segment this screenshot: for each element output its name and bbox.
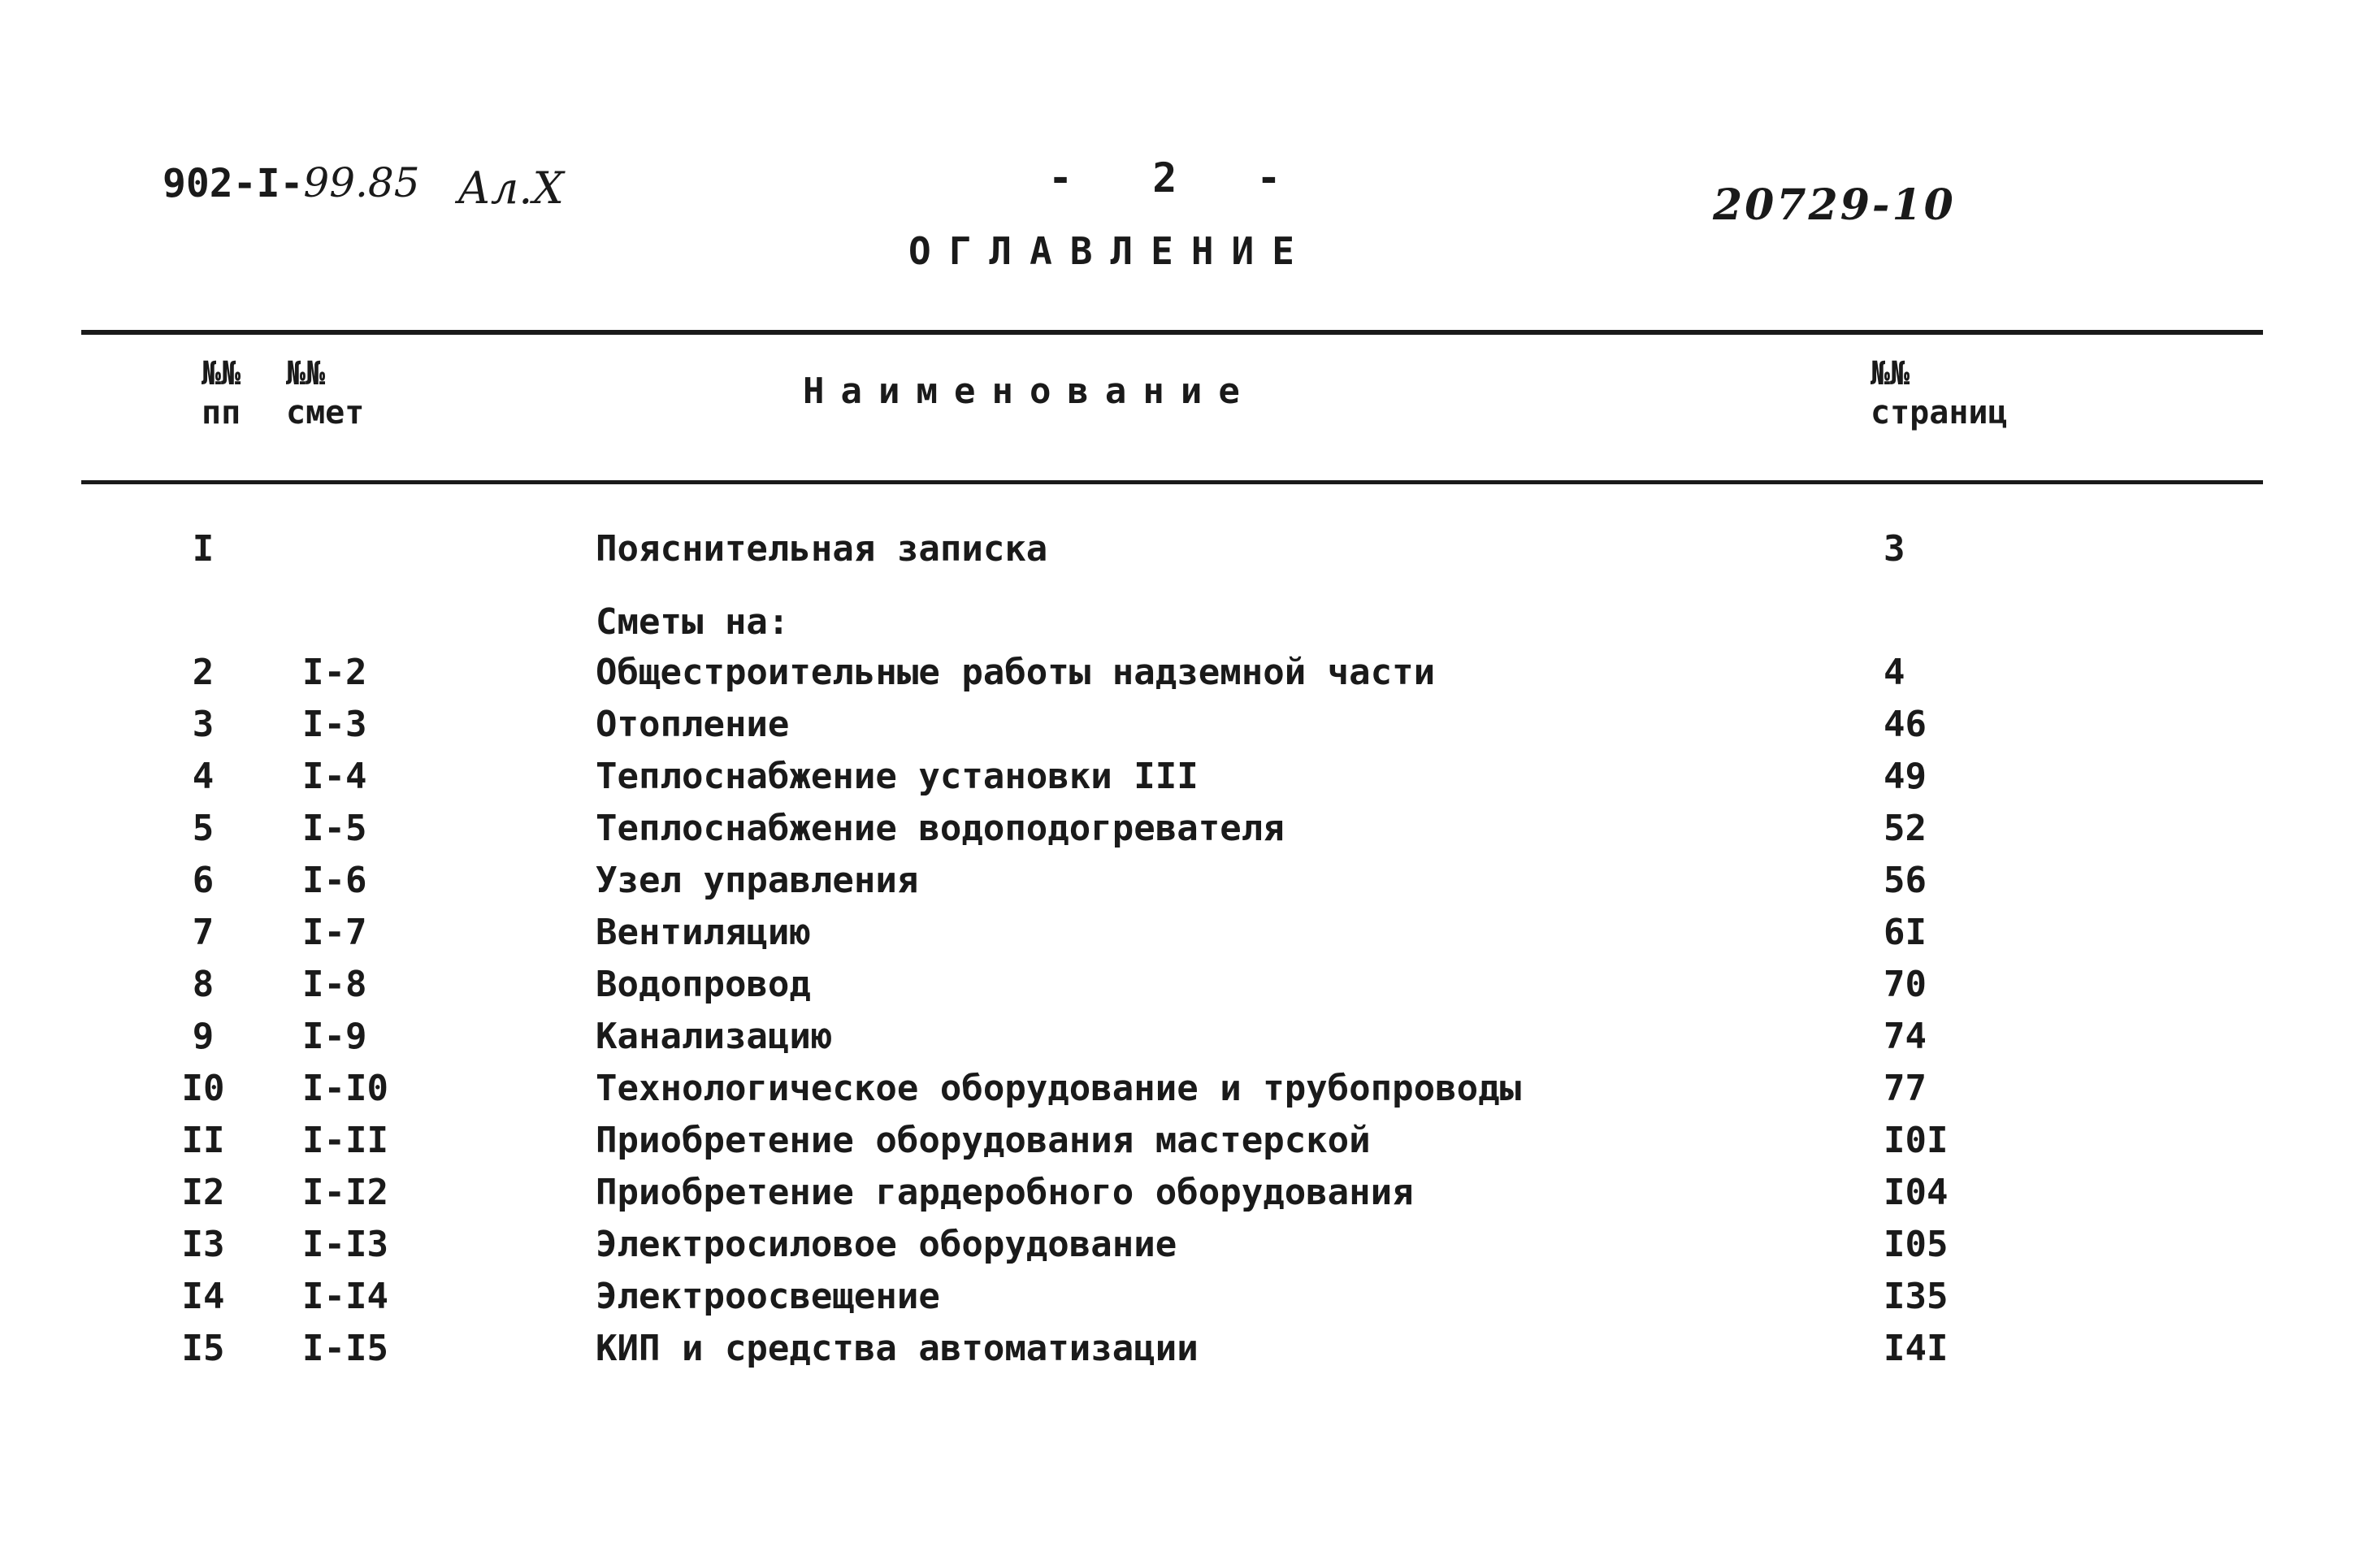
row-name: Общестроительные работы надземной части bbox=[596, 652, 1436, 693]
row-page: I35 bbox=[1884, 1276, 1949, 1317]
table-row bbox=[0, 1328, 2380, 1373]
row-name: Теплоснабжение установки III bbox=[596, 756, 1199, 797]
row-pp: 8 bbox=[192, 964, 215, 1005]
page-number: - 2 - bbox=[1048, 154, 1309, 202]
table-row bbox=[0, 1016, 2380, 1061]
column-header-smet bbox=[286, 354, 364, 432]
row-page: I04 bbox=[1884, 1172, 1949, 1213]
row-pp: I4 bbox=[181, 1276, 225, 1317]
row-page: 70 bbox=[1884, 964, 1927, 1005]
row-pp: I3 bbox=[181, 1224, 225, 1265]
row-page: I4I bbox=[1884, 1328, 1949, 1369]
row-smet: I-I2 bbox=[302, 1172, 388, 1213]
table-row bbox=[0, 601, 2380, 647]
document-code-handwritten: 99.85 bbox=[303, 159, 420, 206]
document-title: ОГЛАВЛЕНИЕ bbox=[908, 229, 1312, 273]
row-pp: II bbox=[181, 1120, 225, 1161]
row-smet: I-7 bbox=[302, 912, 367, 953]
column-header-name: Наименование bbox=[803, 371, 1256, 412]
row-pp: 7 bbox=[192, 912, 215, 953]
table-row bbox=[0, 808, 2380, 853]
row-smet: I-3 bbox=[302, 704, 367, 745]
row-smet: I-II bbox=[302, 1120, 388, 1161]
column-header-pp-line2: пп bbox=[202, 394, 241, 431]
table-row bbox=[0, 1068, 2380, 1113]
row-name: Электросиловое оборудование bbox=[596, 1224, 1177, 1265]
row-pp: I0 bbox=[181, 1068, 225, 1109]
row-page: 52 bbox=[1884, 808, 1927, 849]
table-row bbox=[0, 1276, 2380, 1321]
table-header-rule bbox=[81, 480, 2263, 484]
row-name: Приобретение гардеробного оборудования bbox=[596, 1172, 1414, 1213]
row-smet: I-4 bbox=[302, 756, 367, 797]
table-row bbox=[0, 860, 2380, 905]
row-pp: 9 bbox=[192, 1016, 215, 1057]
row-page: 4 bbox=[1884, 652, 1905, 693]
row-page: 77 bbox=[1884, 1068, 1927, 1109]
column-header-smet-line2: смет bbox=[286, 394, 365, 431]
table-row bbox=[0, 1224, 2380, 1269]
table-row bbox=[0, 912, 2380, 957]
row-smet: I-I4 bbox=[302, 1276, 388, 1317]
column-header-pages bbox=[1871, 354, 2008, 432]
row-pp: I5 bbox=[181, 1328, 225, 1369]
row-pp: I2 bbox=[181, 1172, 225, 1213]
row-name: Приобретение оборудования мастерской bbox=[596, 1120, 1371, 1161]
row-page: I0I bbox=[1884, 1120, 1949, 1161]
column-header-pages-line1: №№ bbox=[1871, 355, 1910, 392]
row-name: Водопровод bbox=[596, 964, 811, 1005]
row-smet: I-I5 bbox=[302, 1328, 388, 1369]
row-smet: I-8 bbox=[302, 964, 367, 1005]
row-name: Вентиляцию bbox=[596, 912, 811, 953]
column-header-pages-line2: страниц bbox=[1871, 394, 2008, 431]
row-smet: I-I0 bbox=[302, 1068, 388, 1109]
row-smet: I-6 bbox=[302, 860, 367, 901]
row-pp: 5 bbox=[192, 808, 215, 849]
column-header-smet-line1: №№ bbox=[286, 355, 326, 392]
table-top-rule bbox=[81, 330, 2263, 335]
row-name: Теплоснабжение водоподогревателя bbox=[596, 808, 1285, 849]
row-name: Пояснительная записка bbox=[596, 528, 1048, 570]
row-pp: 2 bbox=[192, 652, 215, 693]
row-name: КИП и средства автоматизации bbox=[596, 1328, 1199, 1369]
row-name: Технологическое оборудование и трубопроводы bbox=[596, 1068, 1522, 1109]
album-number: Ал.Х bbox=[457, 163, 564, 214]
table-row bbox=[0, 704, 2380, 749]
table-row bbox=[0, 756, 2380, 801]
document-code bbox=[163, 159, 420, 206]
row-page: 74 bbox=[1884, 1016, 1927, 1057]
table-row bbox=[0, 1172, 2380, 1217]
row-page: 46 bbox=[1884, 704, 1927, 745]
row-name: Отопление bbox=[596, 704, 790, 745]
row-page: I05 bbox=[1884, 1224, 1949, 1265]
row-smet: I-2 bbox=[302, 652, 367, 693]
row-name: Канализацию bbox=[596, 1016, 833, 1057]
row-smet: I-I3 bbox=[302, 1224, 388, 1265]
row-pp: 4 bbox=[192, 756, 215, 797]
table-row bbox=[0, 964, 2380, 1009]
row-name: Электроосвещение bbox=[596, 1276, 940, 1317]
row-pp: I bbox=[192, 528, 215, 570]
row-smet: I-5 bbox=[302, 808, 367, 849]
column-header-pp-line1: №№ bbox=[202, 355, 241, 392]
row-page: 3 bbox=[1884, 528, 1905, 570]
row-pp: 3 bbox=[192, 704, 215, 745]
row-page: 6I bbox=[1884, 912, 1927, 953]
row-page: 49 bbox=[1884, 756, 1927, 797]
inventory-number: 20729-10 bbox=[1713, 180, 1956, 230]
row-smet: I-9 bbox=[302, 1016, 367, 1057]
row-page: 56 bbox=[1884, 860, 1927, 901]
row-pp: 6 bbox=[192, 860, 215, 901]
document-code-prefix: 902-I- bbox=[163, 161, 304, 206]
row-name: Узел управления bbox=[596, 860, 919, 901]
table-row bbox=[0, 1120, 2380, 1165]
column-header-pp bbox=[202, 354, 241, 432]
table-row bbox=[0, 652, 2380, 697]
row-name: Сметы на: bbox=[596, 601, 790, 643]
table-row bbox=[0, 528, 2380, 574]
